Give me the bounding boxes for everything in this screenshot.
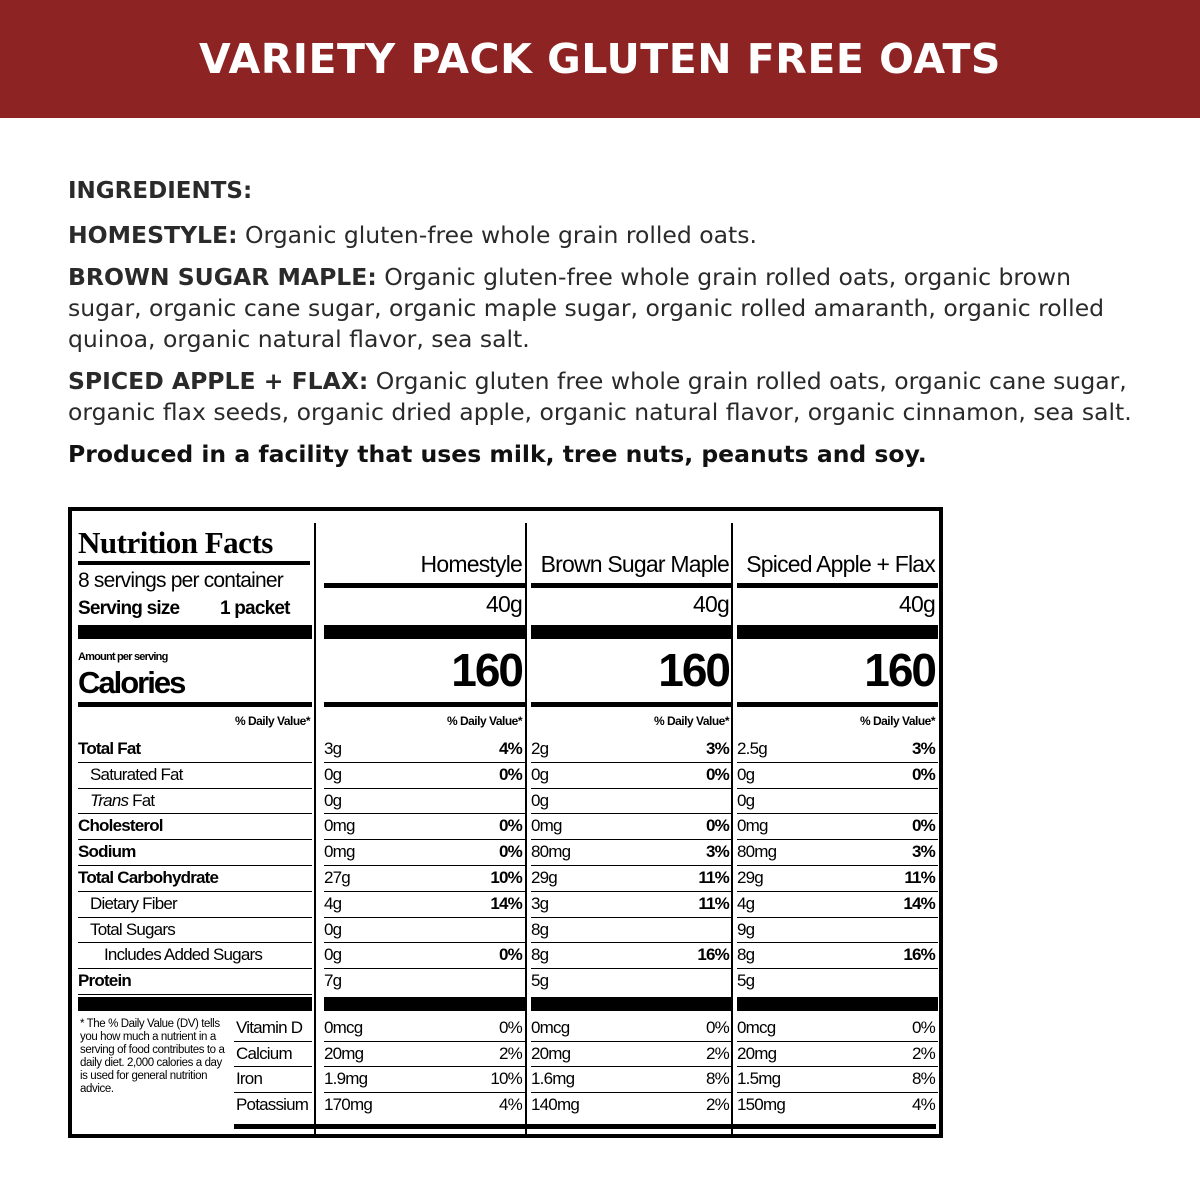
daily-value-header: % Daily Value* <box>653 714 729 728</box>
nutrient-daily-value: 14% <box>903 893 935 913</box>
rule-medium <box>324 583 525 588</box>
row-rule <box>324 813 525 814</box>
vitamin-value: 150mg <box>737 1094 785 1114</box>
nutrient-value: 0mg <box>531 816 562 836</box>
row-rule <box>531 813 732 814</box>
row-rule <box>78 917 312 918</box>
nutrient-value: 29g <box>737 868 763 887</box>
daily-value-header: % Daily Value* <box>234 714 310 728</box>
nutrient-daily-value: 3% <box>912 842 935 862</box>
row-rule <box>531 891 732 892</box>
row-rule <box>531 762 732 763</box>
nutrient-label-italic: Trans <box>90 790 129 810</box>
serving-size-value: 1 packet <box>220 598 290 619</box>
nutrient-value: 0g <box>324 945 342 965</box>
row-rule <box>324 968 525 969</box>
nutrient-value: 80mg <box>531 842 571 862</box>
rule-bottom <box>234 1124 936 1129</box>
row-rule <box>737 917 938 918</box>
nutrient-value: 0g <box>324 790 342 810</box>
rule-medium <box>737 583 938 588</box>
nutrient-value: 0g <box>324 764 342 784</box>
nutrient-value: 9g <box>737 919 755 939</box>
row-rule <box>737 1041 938 1042</box>
nutrient-label: Trans Fat <box>90 790 155 810</box>
nutrient-value: 80mg <box>737 842 777 862</box>
nutrient-value: 0mg <box>737 816 768 836</box>
nutrient-daily-value: 0% <box>912 764 935 784</box>
nutrient-label: Total Sugars <box>90 919 175 939</box>
nutrient-label: Cholesterol <box>78 816 163 836</box>
row-rule <box>78 865 312 866</box>
column-name: Homestyle <box>420 551 522 577</box>
vitamin-daily-value: 0% <box>912 1018 935 1037</box>
vitamin-value: 0mcg <box>324 1018 363 1037</box>
row-rule <box>324 1092 525 1093</box>
allergen-statement: Produced in a facility that uses milk, tree nuts, peanuts and soy. <box>68 440 927 468</box>
row-rule <box>737 942 938 943</box>
vitamin-label: Iron <box>236 1069 263 1088</box>
nutrient-value: 8g <box>737 945 755 965</box>
row-rule <box>531 788 732 789</box>
row-rule <box>324 839 525 840</box>
row-rule <box>737 762 938 763</box>
row-rule <box>78 968 312 969</box>
row-rule <box>737 1066 938 1067</box>
row-rule <box>234 1092 312 1093</box>
nutrient-daily-value: 3% <box>706 739 729 758</box>
ingredients-section <box>68 176 1148 481</box>
rule-medium <box>531 583 732 588</box>
nutrient-daily-value: 4% <box>499 739 522 758</box>
calories-value: 160 <box>864 644 935 696</box>
rule-thick <box>78 625 312 639</box>
row-rule <box>234 1041 312 1042</box>
nutrient-label: Protein <box>78 971 131 991</box>
nutrient-label: Total Carbohydrate <box>78 868 219 887</box>
rule-thick <box>737 997 938 1011</box>
row-rule <box>531 968 732 969</box>
nutrient-label: Sodium <box>78 842 136 862</box>
nutrient-value: 27g <box>324 868 350 887</box>
nutrient-value: 4g <box>324 893 342 913</box>
vitamin-value: 170mg <box>324 1094 372 1114</box>
daily-value-header: % Daily Value* <box>446 714 522 728</box>
nutrient-daily-value: 11% <box>698 893 729 913</box>
nutrient-value: 0mg <box>324 842 355 862</box>
vitamin-value: 1.6mg <box>531 1069 575 1088</box>
row-rule <box>531 1066 732 1067</box>
nutrient-value: 3g <box>531 893 549 913</box>
vitamin-value: 20mg <box>737 1043 777 1063</box>
rule-thick <box>737 625 938 639</box>
row-rule <box>78 994 312 995</box>
row-rule <box>324 1041 525 1042</box>
servings-per-container: 8 servings per container <box>78 569 283 592</box>
nutrient-value: 7g <box>324 971 342 991</box>
nutrient-daily-value: 0% <box>912 816 935 836</box>
row-rule <box>531 865 732 866</box>
rule-medium <box>78 702 312 707</box>
column-name: Spiced Apple + Flax <box>746 551 935 577</box>
spiced-apple-ingredients <box>68 366 1148 428</box>
brown-sugar-ingredients <box>68 262 1148 355</box>
spiced-apple-text: Organic gluten free whole grain rolled oats, organic cane sugar, organic flax seeds, organic dried apple, organic natural flavor, organic cinnamon, sea salt. <box>68 367 1132 426</box>
nutrient-label: Dietary Fiber <box>90 893 177 913</box>
row-rule <box>78 813 312 814</box>
row-rule <box>737 891 938 892</box>
nutrient-daily-value: 11% <box>698 868 729 887</box>
row-rule <box>737 813 938 814</box>
column-divider <box>314 523 316 1134</box>
rule-thick <box>531 625 732 639</box>
nutrient-value: 8g <box>531 919 549 939</box>
vitamin-daily-value: 0% <box>499 1018 522 1037</box>
row-rule <box>737 839 938 840</box>
nutrient-label: Total Fat <box>78 739 141 758</box>
row-rule <box>531 942 732 943</box>
nutrient-value: 0g <box>531 764 549 784</box>
serving-weight: 40g <box>486 591 522 617</box>
row-rule <box>324 1066 525 1067</box>
vitamin-value: 0mcg <box>737 1018 776 1037</box>
nutrient-daily-value: 0% <box>499 816 522 836</box>
calories-value: 160 <box>451 644 522 696</box>
row-rule <box>737 865 938 866</box>
row-rule <box>234 1066 312 1067</box>
nutrient-daily-value: 16% <box>903 945 935 965</box>
vitamin-daily-value: 2% <box>706 1094 729 1114</box>
row-rule <box>737 968 938 969</box>
row-rule <box>737 788 938 789</box>
nutrient-daily-value: 0% <box>706 816 729 836</box>
serving-size-label: Serving size <box>78 598 180 619</box>
row-rule <box>324 762 525 763</box>
row-rule <box>324 942 525 943</box>
nutrient-daily-value: 0% <box>499 842 522 862</box>
spiced-apple-label: SPICED APPLE + FLAX: <box>68 367 369 395</box>
nutrient-value: 0g <box>737 790 755 810</box>
nutrient-value: 5g <box>737 971 755 991</box>
vitamin-value: 1.9mg <box>324 1069 368 1088</box>
brown-sugar-text: Organic gluten-free whole grain rolled oats, organic brown sugar, organic cane sugar, organic maple sugar, organic rolled amaranth, organic rolled quinoa, organic natural flavor, sea salt. <box>68 263 1105 353</box>
nutrition-facts-panel <box>68 507 943 1138</box>
nutrient-label: Saturated Fat <box>90 764 183 784</box>
vitamin-label: Potassium <box>236 1094 309 1114</box>
vitamin-daily-value: 4% <box>499 1094 522 1114</box>
nutrient-value: 5g <box>531 971 549 991</box>
row-rule <box>78 788 312 789</box>
vitamin-daily-value: 8% <box>706 1069 729 1088</box>
homestyle-label: HOMESTYLE: <box>68 221 238 249</box>
column-name: Brown Sugar Maple <box>540 551 729 577</box>
vitamin-label: Calcium <box>236 1043 292 1063</box>
row-rule <box>324 865 525 866</box>
nutrient-value: 0g <box>324 919 342 939</box>
serving-weight: 40g <box>693 591 729 617</box>
vitamin-value: 140mg <box>531 1094 579 1114</box>
row-rule <box>78 839 312 840</box>
vitamin-daily-value: 10% <box>490 1069 522 1088</box>
vitamin-value: 1.5mg <box>737 1069 781 1088</box>
homestyle-text: Organic gluten-free whole grain rolled oats. <box>237 221 757 249</box>
row-rule <box>78 891 312 892</box>
rule-thick <box>78 997 312 1011</box>
rule-medium <box>737 702 938 707</box>
header-banner <box>0 0 1200 118</box>
nutrient-daily-value: 3% <box>706 842 729 862</box>
vitamin-daily-value: 4% <box>912 1094 935 1114</box>
brown-sugar-label: BROWN SUGAR MAPLE: <box>68 263 377 291</box>
homestyle-ingredients <box>68 220 1148 251</box>
row-rule <box>531 917 732 918</box>
title-underline <box>78 561 310 565</box>
row-rule <box>324 891 525 892</box>
column-divider <box>525 523 527 1134</box>
ingredients-heading: INGREDIENTS: <box>68 178 253 204</box>
nutrient-value: 29g <box>531 868 557 887</box>
vitamin-value: 0mcg <box>531 1018 570 1037</box>
rule-thick <box>324 997 525 1011</box>
serving-weight: 40g <box>899 591 935 617</box>
nutrient-daily-value: 3% <box>912 739 935 758</box>
nutrient-value: 4g <box>737 893 755 913</box>
calories-label: Calories <box>78 665 185 700</box>
row-rule <box>737 1092 938 1093</box>
nutrition-facts-title: Nutrition Facts <box>78 525 273 560</box>
nutrient-daily-value: 16% <box>697 945 729 965</box>
column-divider <box>731 523 733 1134</box>
rule-thick <box>324 625 525 639</box>
amount-per-serving: Amount per serving <box>78 651 168 663</box>
row-rule <box>324 917 525 918</box>
row-rule <box>531 1092 732 1093</box>
nutrient-value: 0g <box>737 764 755 784</box>
row-rule <box>531 1041 732 1042</box>
calories-value: 160 <box>658 644 729 696</box>
nutrient-daily-value: 14% <box>490 893 522 913</box>
page-title: VARIETY PACK GLUTEN FREE OATS <box>199 35 1001 83</box>
nutrient-label: Includes Added Sugars <box>104 945 263 965</box>
rule-medium <box>324 702 525 707</box>
nutrient-value: 8g <box>531 945 549 965</box>
vitamin-label: Vitamin D <box>236 1018 303 1037</box>
nutrient-value: 2.5g <box>737 739 767 758</box>
row-rule <box>324 788 525 789</box>
daily-value-header: % Daily Value* <box>859 714 935 728</box>
vitamin-daily-value: 0% <box>706 1018 729 1037</box>
nutrient-daily-value: 0% <box>499 764 522 784</box>
nutrient-daily-value: 0% <box>706 764 729 784</box>
row-rule <box>78 942 312 943</box>
vitamin-value: 20mg <box>531 1043 571 1063</box>
vitamin-daily-value: 2% <box>912 1043 935 1063</box>
nutrient-daily-value: 11% <box>904 868 935 887</box>
nutrient-value: 0g <box>531 790 549 810</box>
nutrient-value: 0mg <box>324 816 355 836</box>
daily-value-footnote: * The % Daily Value (DV) tells you how much a nutrient in a serving of food contributes to a daily diet. 2,000 calories a day is used for general nutrition advice. <box>80 1018 225 1095</box>
vitamin-daily-value: 2% <box>499 1043 522 1063</box>
row-rule <box>531 839 732 840</box>
nutrient-daily-value: 0% <box>499 945 522 965</box>
row-rule <box>78 762 312 763</box>
nutrient-value: 3g <box>324 739 342 758</box>
rule-medium <box>531 702 732 707</box>
vitamin-daily-value: 8% <box>912 1069 935 1088</box>
vitamin-value: 20mg <box>324 1043 364 1063</box>
rule-thick <box>531 997 732 1011</box>
nutrient-value: 2g <box>531 739 549 758</box>
nutrient-daily-value: 10% <box>490 868 522 887</box>
vitamin-daily-value: 2% <box>706 1043 729 1063</box>
